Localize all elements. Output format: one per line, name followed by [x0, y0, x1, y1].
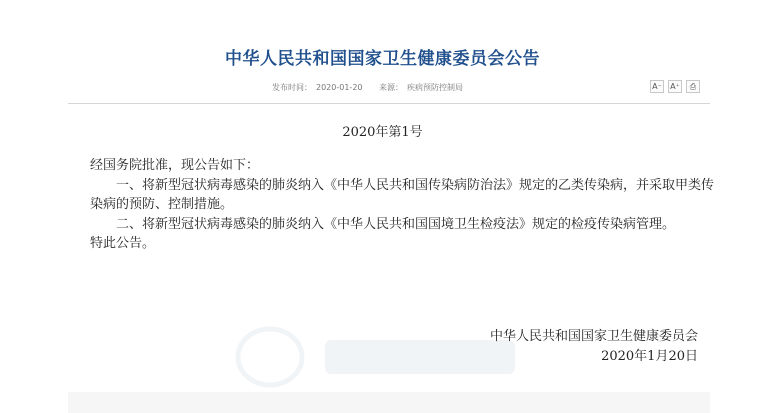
document-number: 2020年第1号: [342, 125, 423, 140]
toolbar: [650, 80, 700, 93]
page-title: 中华人民共和国国家卫生健康委员会公告: [225, 49, 540, 69]
publish-label: 发布时间：: [272, 83, 312, 92]
signature-block: [490, 327, 698, 367]
signature-org: 中华人民共和国国家卫生健康委员会: [489, 329, 698, 344]
header-divider: [68, 103, 710, 104]
paragraph-1-text: 一、将新型冠状病毒感染的肺炎纳入《中华人民共和国传染病防治法》规定的乙类传染病，并采取甲类传染病的预防、控制措施。: [90, 177, 715, 212]
signature-date: 2020年1月20日: [601, 349, 698, 364]
paragraph-intro: 经国务院批准，现公告如下：: [90, 158, 260, 173]
publish-meta: [272, 82, 467, 93]
paragraph-2-text: 二、将新型冠状病毒感染的肺炎纳入《中华人民共和国国境卫生检疫法》规定的检疫传染病管理。: [116, 216, 676, 232]
footer-strip: [68, 392, 710, 413]
source-value: 疾病预防控制局: [407, 83, 464, 92]
paragraph-closing: 特此公告。: [90, 236, 156, 251]
seal-watermark-icon: [230, 322, 530, 392]
font-decrease-icon[interactable]: A⁻: [650, 80, 664, 93]
paragraph-1: [64, 176, 715, 215]
font-increase-icon[interactable]: A⁺: [668, 80, 682, 93]
document-body: [90, 156, 715, 254]
source-label: 来源：: [379, 83, 404, 92]
paragraph-2: [64, 215, 715, 235]
publish-date: 2020-01-20: [316, 83, 363, 92]
print-icon[interactable]: ⎙: [686, 80, 700, 93]
